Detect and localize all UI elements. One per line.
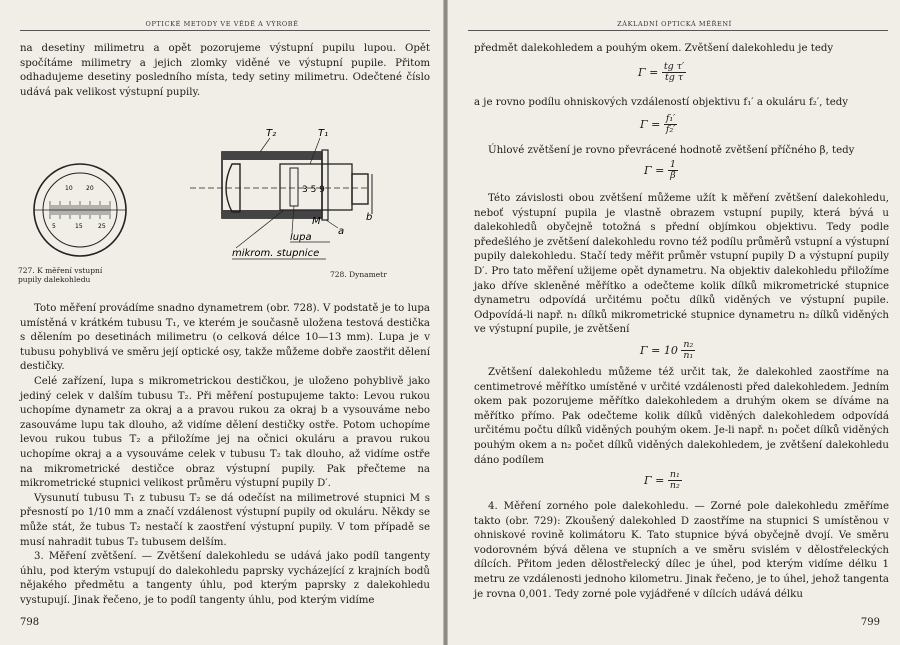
label-b: b <box>366 212 373 223</box>
formula-focal-lhs: Γ = <box>640 118 661 131</box>
left-para-extension: Vysunutí tubusu T₁ z tubusu T₂ se dá odečíst na milimetrové stupnici M s přesností po 1/10 mm a značí vzdálenost výstupní pupily od okuláru. Někdy se může stát, že tubus T₂ nestačí k zaostření výstupní pupily. V tom případě se musí nahradit tubus T₂ tubusem delším. <box>20 492 430 548</box>
formula-tangent-den: tg τ <box>664 72 684 83</box>
formula-tangent <box>638 62 686 83</box>
formula-focal-num: f₁′ <box>665 113 676 124</box>
reticle-label-5: 5 <box>52 223 56 230</box>
formula-tangent-num: tg τ′ <box>663 61 685 72</box>
tube-t2-wall-bottom <box>222 210 322 218</box>
formula-n2-n1-den: n₁ <box>683 350 694 361</box>
figure-728-caption: 728. Dynametr <box>330 270 387 279</box>
formula-focal <box>640 114 677 135</box>
formula-n1-n2-num: n₁ <box>669 469 680 480</box>
left-para-magnification: 3. Měření zvětšení. — Zvětšení dalekohledu se udává jako podíl tangenty úhlu, pod kterým vstupují do dalekohledu paprsky vycházející z krajních bodů nějakého předmětu a tangenty úhlu, pod kterým paprsky z dalekohledu vystupují. Jinak řečeno, je to podíl tangenty úhlu, pod kterým vidíme <box>20 551 430 606</box>
left-paragraphs-bottom <box>20 302 430 608</box>
figure-727-reticle <box>30 160 130 260</box>
right-line-2-text: a je rovno podílu ohniskových vzdáleností objektivu f₁′ a okuláru f₂′, tedy <box>474 97 849 108</box>
formula-beta-num: 1 <box>669 159 676 170</box>
reticle-label-20: 20 <box>86 185 94 192</box>
left-paragraph-top <box>20 42 430 100</box>
right-para-c-text: 4. Měření zorného pole dalekohledu. — Zorné pole dalekohledu změříme takto (obr. 729): Zkoušený dalekohled D zaostříme na stupnici S umístěnou v ohniskové rovině kolimátoru K. Tato stupnice bývá obyčejně dvojí. Ve směru vodorovném bývá dělena ve stupních a ve směru svislém v dělostřeleckých dílcích. Přitom jeden dělostřelecký dílec je úhel, pod kterým vidíme délku 1 metru ze vzdálenosti jednoho kilometru. Jinak řečeno, je to úhel, jehož tangenta je rovna 0,001. Tedy zorné pole vyjádřené v dílcích udává délku <box>474 501 889 600</box>
formula-n1-n2 <box>644 470 682 491</box>
right-paragraph-a <box>474 192 889 338</box>
left-page-number: 798 <box>20 617 40 628</box>
label-mikrom-stupnice: mikrom. stupnice <box>232 248 320 259</box>
formula-tangent-lhs: Γ = <box>638 66 659 79</box>
tube-t2-wall-top <box>222 152 322 160</box>
formula-n1-n2-den: n₂ <box>669 480 680 491</box>
label-t1: T₁ <box>318 128 329 139</box>
right-line-3 <box>488 144 888 159</box>
right-line-1 <box>474 42 889 57</box>
right-running-head: ZÁKLADNÍ OPTICKÁ MĚŘENÍ <box>617 20 732 28</box>
formula-n2-n1-lhs: Γ = 10 <box>640 344 678 357</box>
formula-beta-lhs: Γ = <box>644 164 665 177</box>
formula-focal-den: f₂′ <box>665 124 676 135</box>
left-para-top-text: na desetiny milimetru a opět pozorujeme výstupní pupilu lupou. Opět spočítáme milimetry a jejich zlomky viděné ve výstupní pupile. Přitom odhadujeme desetiny posledního místa, tedy setiny milimetru. Odečtené číslo udává pak velikost výstupní pupily. <box>20 43 430 98</box>
right-page <box>447 0 900 645</box>
rim-b <box>352 174 368 204</box>
formula-n2-n1-num: n₂ <box>683 339 694 350</box>
label-lupa: lupa <box>290 232 312 243</box>
formula-beta-den: β <box>670 170 676 181</box>
left-para-procedure: Celé zařízení, lupa s mikrometrickou destičkou, je uloženo pohyblivě jako jediný celek v dalším tubusu T₂. Při měření postupujeme takto: Levou rukou uchopíme dynametr za okraj a a pravou rukou za okraj b a vysouváme nebo zasouváme lupu tak dlouho, až vidíme dělení destičky ostře. Potom uchopíme levou rukou tubus T₂ a přiložíme jej na očnici okuláru a pravou rukou uchopíme okraj a a vysouváme celek v tubusu T₂ tak dlouho, až vidíme ostře na mikrometrické destičce obraz výstupní pupily. Pak přečteme na mikrometrické stupnici velikost průměru výstupní pupily D′. <box>20 375 430 490</box>
right-para-a-text: Této závislosti obou zvětšení můžeme užít k měření zvětšení dalekohledu, neboť výstupní pupila je vlastně obrazem vstupní pupily, která bývá u dalekohledů obyčejně totožná s přední objímkou objektivu. Tedy podle předešlého je zvětšení dalekohledu rovno též podílu průměrů vstupní a výstupní pupily dalekohledu. Stačí tedy měřit průměr vstupní pupily D a výstupní pupily D′. Pro tato měření užijeme opět dynametru. Na objektiv dalekohledu přiložíme jako dříve skleněné měřítko a odečteme kolik dílků mikrometrické stupnice dynametru odpovídá určitému počtu dílků viděných ve výstupní pupile. Odpovídá-li např. n₁ dílků mikrometrické stupnice dynametru n₂ dílků viděných ve výstupní pupile, je zvětšení <box>474 193 889 336</box>
formula-n1-n2-lhs: Γ = <box>644 474 665 487</box>
right-paragraph-c <box>474 500 889 602</box>
reticle-plate <box>290 168 298 206</box>
right-paragraph-b <box>474 366 889 468</box>
right-page-number: 799 <box>860 617 880 628</box>
right-line-3-text: Úhlové zvětšení je rovno převrácené hodnotě zvětšení příčného β, tedy <box>488 145 855 156</box>
left-running-head: OPTICKÉ METODY VE VĚDĚ A VÝROBĚ <box>145 20 299 28</box>
label-a: a <box>338 226 345 237</box>
formula-n2-n1 <box>640 340 695 361</box>
right-para-b-text: Zvětšení dalekohledu můžeme též určit tak, že dalekohled zaostříme na centimetrové měřítko umístěné v určité vzdálenosti před dalekohledem. Jedním okem pak pozorujeme měřítko dalekohledem a druhým okem se díváme na měřítko přímo. Pak odečteme kolik dílků viděných dalekohledem odpovídá určitému počtu dílků viděných pouhým okem. Je-li např. n₁ počet dílků viděných pouhým okem a n₂ počet dílků viděných dalekohledem, je zvětšení dalekohledu dáno podílem <box>474 367 889 466</box>
figure-727-caption: 727. K měření vstupní pupily dalekohledu <box>18 266 103 284</box>
left-para-dynametr: Toto měření provádíme snadno dynametrem (obr. 728). V podstatě je to lupa umístěná v krátkém tubusu T₁, ve kterém je současně uložena testová destička s dělením po desetinách milimetru (o celková délce 10—13 mm). Lupa je v tubusu pohyblivá ve směru její optické osy, takže můžeme dobře zaostřit dělení destičky. <box>20 303 430 373</box>
formula-beta <box>644 160 678 181</box>
label-m: M <box>312 216 321 227</box>
right-header-rule <box>468 30 888 31</box>
right-line-2 <box>474 96 889 111</box>
reticle-label-25: 25 <box>98 223 106 230</box>
right-line-1-text: předmět dalekohledem a pouhým okem. Zvětšení dalekohledu je tedy <box>474 43 834 54</box>
reticle-label-15: 15 <box>75 223 83 230</box>
reticle-label-10: 10 <box>65 185 73 192</box>
label-t2: T₂ <box>266 128 277 139</box>
left-header-rule <box>20 30 430 31</box>
figure-728-dynametr <box>180 122 410 267</box>
left-page <box>0 0 444 645</box>
dynametr-scale-digits: 3 5 9 <box>302 185 325 195</box>
